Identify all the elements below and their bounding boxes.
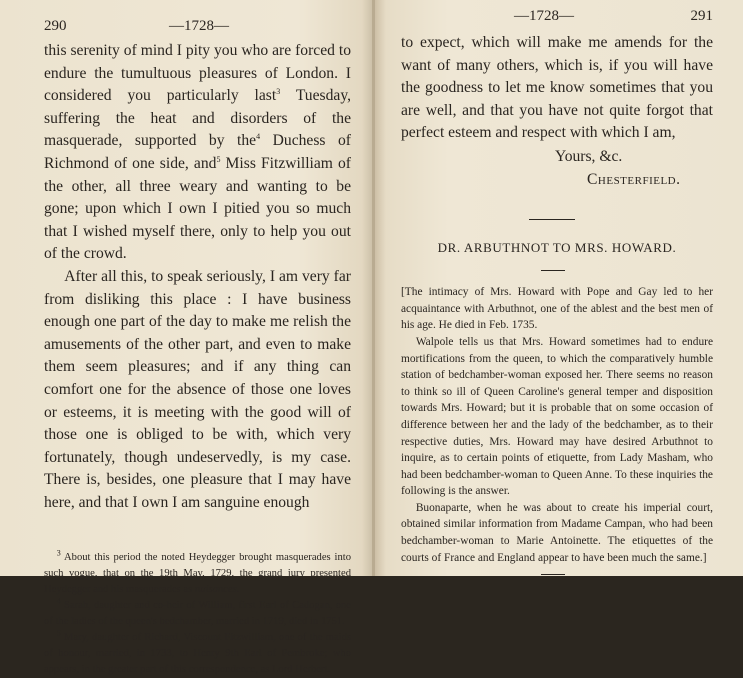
left-footnotes — [44, 550, 351, 678]
footnote-5: $^5$ Mary, daughter of Richard, Viscount Fitzwilliam, one of the maids of honour, married, in 1733, to Henry 9th Earl of Pembroke; who appears, in the greater part of this correspondence, as Lord Herbert. — [44, 628, 351, 676]
intro-paragraph-1: [The intimacy of Mrs. Howard with Pope and Gay led to her acquaintance with Arbuthnot, one of the ablest and the best men of his age. He died in Feb. 1735. — [401, 286, 713, 332]
footnote-3: $^3$ About this period the noted Heydegger brought masquerades into such vogue, that on the 19th May, 1729, the grand jury presented Heydegger and his masquerades as nuisances. — [44, 548, 351, 596]
left-page-number: 290 — [44, 18, 67, 34]
left-running-title: —1728— — [169, 18, 229, 34]
right-running-title: —1728— — [514, 8, 574, 24]
left-paragraph-2: After all this, to speak seriously, I am very far from disliking this place : I have business enough one part of the day to make me relish the amusements of the other part, and even to make them seem pleasures; and if any thing can comfort one for the absence of those one loves or esteems, it is meeting with the good will of those one is obliged to be with, which very fortunately, though undeservedly, is my case. There is, besides, one pleasure that I may have here, and that I own I am sanguine enough — [44, 267, 351, 511]
section-divider — [529, 219, 575, 220]
valediction: Yours, &c. — [555, 147, 623, 165]
left-running-head — [44, 18, 351, 40]
title-divider — [541, 270, 565, 271]
intro-paragraph-3: Buonaparte, when he was about to create his imperial court, obtained similar information from Madame Campan, who had been bedchamber-woman to Marie Antoinette. The etiquettes of the courts of France and England appear to have been much the same.] — [401, 501, 713, 564]
letter-closing — [401, 146, 713, 191]
end-divider — [541, 574, 565, 575]
editorial-introduction — [401, 284, 713, 566]
footnote-ref-4: 4 — [256, 132, 261, 142]
letter-title: DR. ARBUTHNOT TO MRS. HOWARD. — [437, 240, 677, 256]
footnote-ref-5: 5 — [216, 154, 221, 164]
left-body-text — [44, 40, 351, 514]
right-paragraph-1: to expect, which will make me amends for the want of many others, which is, if you will have the goodness to let me know sometimes that you are well, and that you have not quite forgot that perfect esteem and respect with which I am, — [401, 34, 713, 142]
right-page-number: 291 — [690, 8, 713, 24]
right-body-text — [401, 32, 713, 145]
intro-paragraph-2: Walpole tells us that Mrs. Howard sometimes had to endure mortifications from the queen, to which the comparatively humble station of bedchamber-woman exposed her. There seems no reason to think so ill of Queen Caroline's general temper and disposition towards Mrs. Howard; but it is probable that on some occasion of difference between her and the lady of the bedchamber, as to their respective duties, Mrs. Howard may have desired Arbuthnot to inquire, as to certain points of etiquette, from Lady Masham, who had been bedchamber-woman to Queen Anne. To these inquiries the following is the answer. — [401, 335, 713, 498]
footnote-4: $^4$ Sarah, daughter and co-heir of William, first Earl of Cadogan, one of the ladies of the queen's bedchamber, married in 1719, died in 1751. — [44, 596, 351, 628]
signature: Chesterfield. — [587, 170, 681, 188]
left-paragraph-1: this serenity of mind I pity you who are forced to endure the tumultuous pleasures of London. I considered you particularly last$^3$ Tuesday, suffering the heat and disorders of the masquerade, supported by the$^4$ Duchess of Richmond of one side, and$^5$ Miss Fitzwilliam of the other, all three weary and wanting to be gone; upon which I own I pitied you so much that I wished myself there, only to help you out of the crowd. — [44, 42, 352, 263]
right-running-head — [401, 8, 713, 32]
footnote-ref-3: 3 — [276, 87, 281, 96]
right-page — [375, 0, 743, 576]
